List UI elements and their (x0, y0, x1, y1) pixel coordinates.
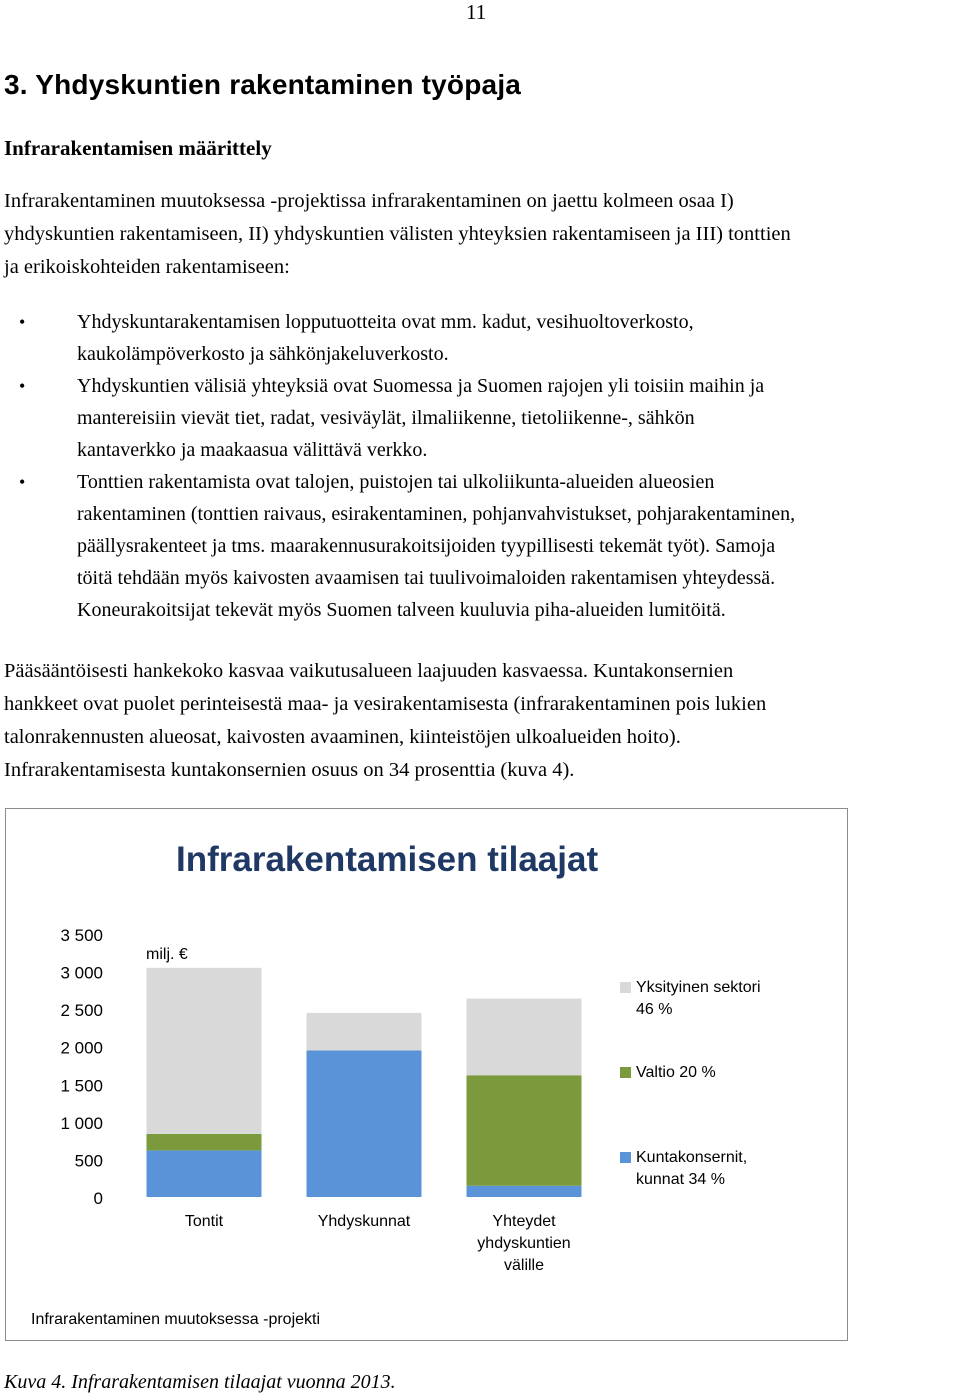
stacked-bar-chart (6, 809, 846, 1339)
intro-paragraph (4, 185, 960, 284)
list-line: Yhdyskuntarakentamisen lopputuotteita ovat mm. kadut, vesihuoltoverkosto, (77, 311, 694, 333)
bar-segment (467, 1075, 582, 1185)
bar-segment (147, 968, 262, 1134)
bullet-marker: • (19, 472, 26, 492)
intro-line: Infrarakentaminen muutoksessa -projektissa infrarakentaminen on jaettu kolmeen osaa I) (4, 190, 734, 212)
x-tick-label: Tontit (184, 1213, 224, 1230)
bullet-marker: • (19, 376, 26, 396)
list-line: töitä tehdään myös kaivosten avaamisen tai tuulivoimaloiden rakentamisen yhteydessä. (77, 567, 776, 589)
y-tick-label: 0 (93, 1189, 103, 1208)
list-line: Koneurakoitsijat tekevät myös Suomen talveen kuuluvia piha-alueiden lumitöitä. (77, 599, 726, 621)
closing-line: hankkeet ovat puolet perinteisestä maa- ja vesirakentamisesta (infrarakentaminen pois lukien (4, 693, 767, 715)
legend-label: 46 % (636, 1001, 673, 1018)
section-heading: 3. Yhdyskuntien rakentaminen työpaja (4, 69, 522, 100)
y-tick-label: 2 500 (60, 1001, 103, 1021)
legend-label: Yksityinen sektori (636, 979, 761, 996)
bar-segment (307, 1050, 422, 1197)
intro-line: ja erikoiskohteiden rakentamiseen: (4, 256, 290, 278)
bullet-marker: • (19, 312, 26, 332)
bar-segment (307, 1013, 422, 1051)
list-item (0, 466, 960, 626)
list-line: Yhdyskuntien välisiä yhteyksiä ovat Suomessa ja Suomen rajojen yli toisiin maihin ja (77, 375, 765, 397)
closing-line: talonrakennusten alueosat, kaivosten avaaminen, kiinteistöjen ulkoalueiden hoito). (4, 726, 681, 748)
bullet-list (0, 306, 960, 626)
x-tick-label: Yhdyskunnat (317, 1213, 411, 1230)
list-line: Tonttien rakentamista ovat talojen, puistojen tai ulkoliikunta-alueiden alueosien (77, 471, 715, 493)
chart-source-note: Infrarakentaminen muutoksessa -projekti (31, 1311, 321, 1328)
list-line: päällysrakenteet ja tms. maarakennusurakoitsijoiden tyypillisesti tekemät työt). Samoja (77, 535, 776, 557)
bar-segment (467, 1186, 582, 1197)
y-tick-label: 2 000 (60, 1038, 103, 1058)
y-tick-label: 3 500 (60, 926, 103, 945)
bar-segment (147, 1150, 262, 1197)
legend-swatch (620, 1152, 631, 1163)
list-line: mantereisiin vievät tiet, radat, vesiväylät, ilmaliikenne, tietoliikenne-, sähkön (77, 407, 695, 429)
list-line: kantaverkko ja maakaasua välittävä verkko. (77, 439, 428, 461)
legend-swatch (620, 982, 631, 993)
intro-line: yhdyskuntien rakentamiseen, II) yhdyskuntien välisten yhteyksien rakentamiseen ja III) tonttien (4, 223, 791, 245)
chart-title: Infrarakentamisen tilaajat (176, 840, 599, 879)
legend-swatch (620, 1067, 631, 1078)
legend-label: Kuntakonsernit, (636, 1149, 748, 1166)
closing-line: Pääsääntöisesti hankekoko kasvaa vaikutusalueen laajuuden kasvaessa. Kuntakonsernien (4, 660, 734, 682)
closing-line: Infrarakentamisesta kuntakonsernien osuus on 34 prosenttia (kuva 4). (4, 759, 575, 781)
legend-label: kunnat 34 % (636, 1171, 725, 1188)
figure-caption: Kuva 4. Infrarakentamisen tilaajat vuonna 2013. (4, 1371, 396, 1393)
list-line: rakentaminen (tonttien raivaus, esirakentaminen, pohjanvahvistukset, pohjarakentaminen, (77, 503, 796, 525)
y-tick-label: 1 000 (60, 1113, 103, 1133)
y-tick-label: 3 000 (60, 963, 103, 983)
y-tick-label: 500 (74, 1151, 103, 1171)
legend-label: Valtio 20 % (636, 1064, 716, 1081)
x-tick-label: yhdyskuntien (477, 1235, 571, 1252)
list-item (0, 370, 960, 466)
subheading: Infrarakentamisen määrittely (4, 136, 272, 160)
page-number: 11 (466, 0, 487, 24)
closing-paragraph (4, 655, 960, 787)
bar-segment (147, 1134, 262, 1151)
y-tick-label: 1 500 (60, 1076, 103, 1096)
chart-frame (5, 808, 848, 1341)
list-line: kaukolämpöverkosto ja sähkönjakeluverkosto. (77, 343, 449, 365)
list-item (0, 306, 960, 370)
x-tick-label: välille (503, 1257, 545, 1274)
unit-label: milj. € (146, 946, 188, 963)
x-tick-label: Yhteydet (492, 1213, 556, 1230)
bar-segment (467, 999, 582, 1076)
